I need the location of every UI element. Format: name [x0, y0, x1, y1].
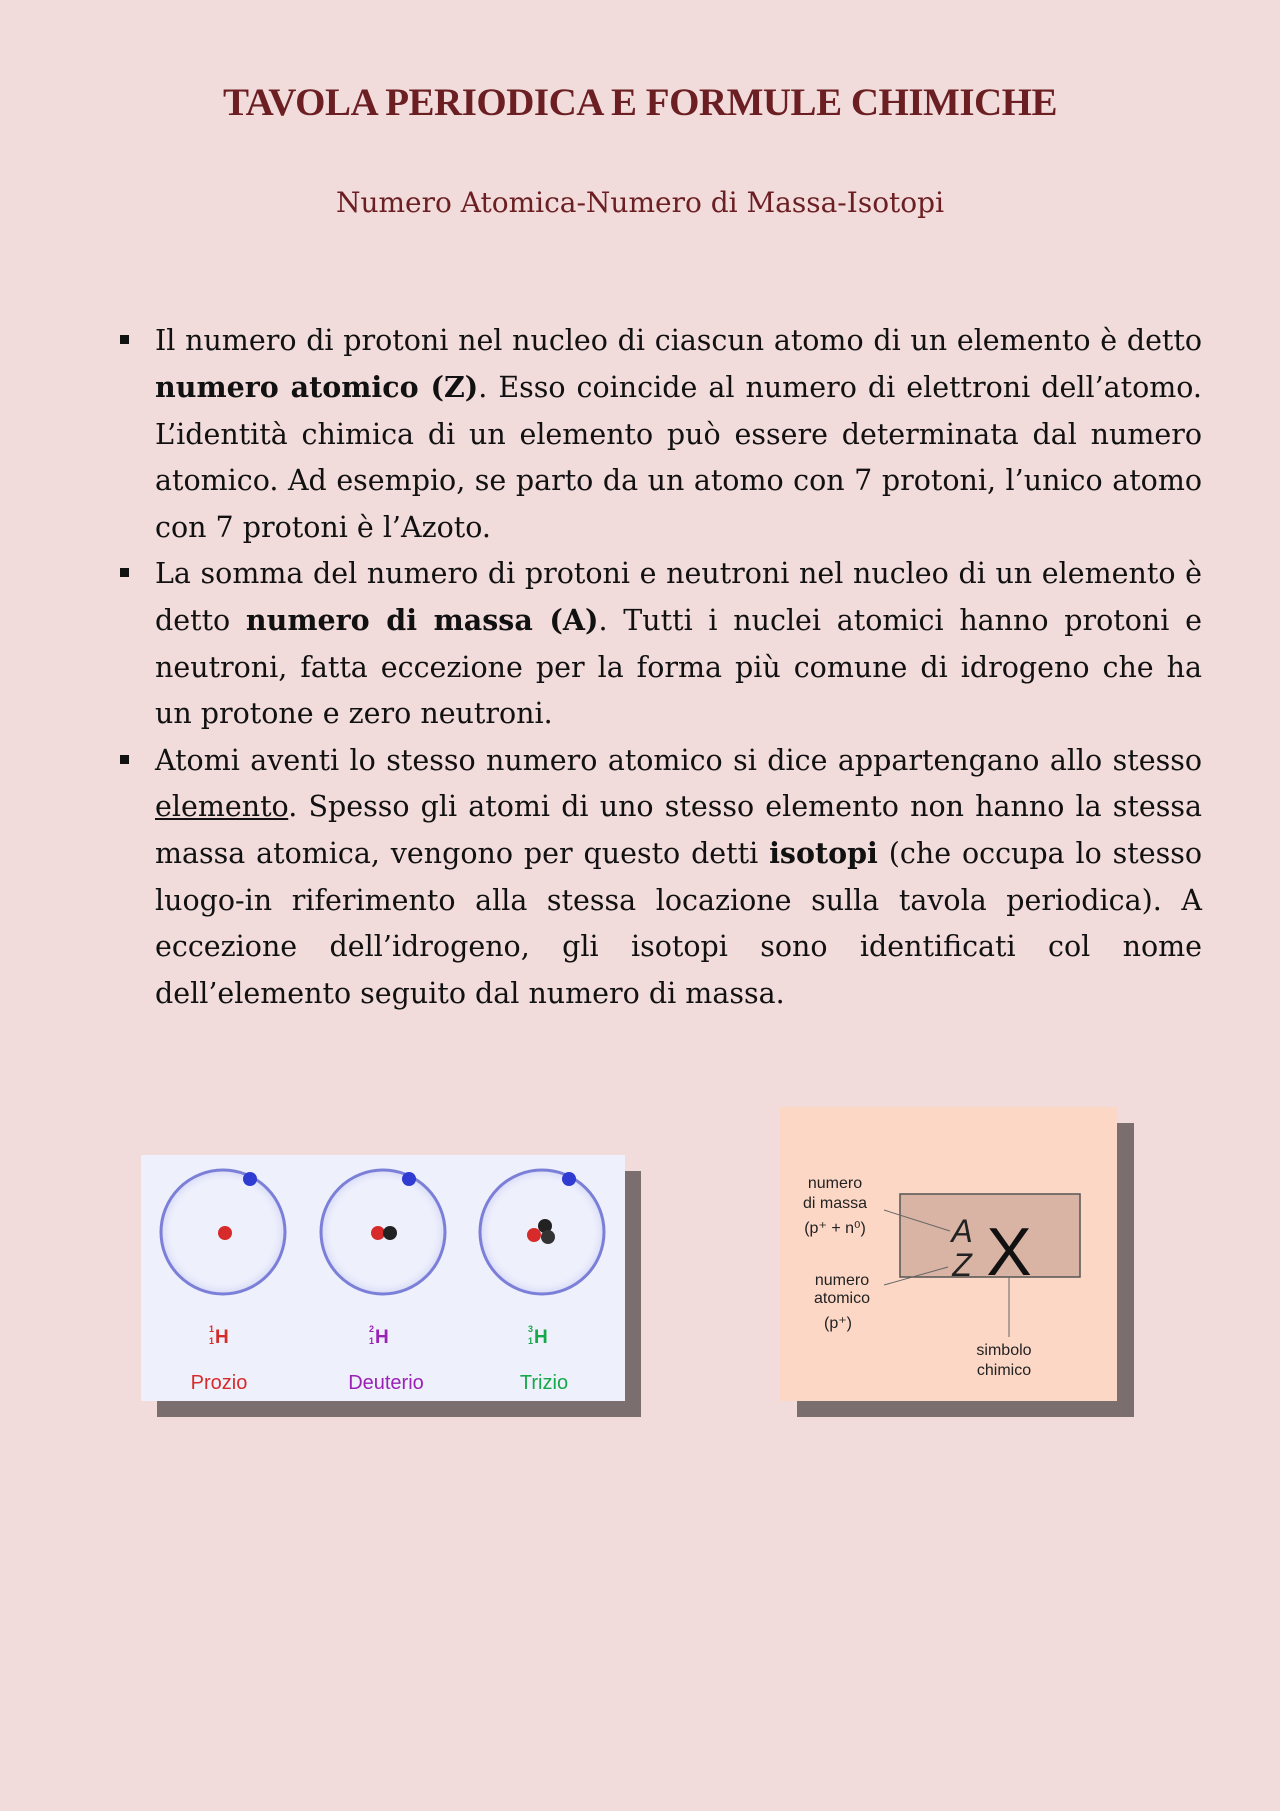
prozio-symbol: [209, 1324, 229, 1348]
mass-label-line2: di massa: [802, 1195, 868, 1212]
deuterio-label: Deuterio: [348, 1372, 424, 1394]
isotopes-figure: [141, 1155, 625, 1401]
svg-text:H: H: [215, 1327, 229, 1348]
atomic-label-line3: (p⁺): [824, 1315, 852, 1332]
bullet-item-atomic-number: Il numero di protoni nel nucleo di ciascun atomo di un elemento è detto numero atomico (Z). Esso coincide al numero di elettroni dell’atomo. L’identità chimica di un elemento può essere determinata dal numero atomico. Ad esempio, se parto da un atomo con 7 protoni, l’unico atomo con 7 protoni è l’Azoto.: [120, 318, 1202, 551]
atomic-label-line1: numero: [814, 1272, 870, 1289]
term-atomic-number: numero atomico (Z): [155, 370, 479, 405]
svg-text:1: 1: [209, 1336, 215, 1346]
term-isotopes: isotopi: [769, 836, 878, 871]
trizio-label: Trizio: [519, 1372, 569, 1394]
bullet-square-icon: [120, 568, 129, 577]
svg-text:2: 2: [369, 1324, 375, 1334]
electron-icon: [402, 1172, 416, 1186]
bullet-item-mass-number: La somma del numero di protoni e neutroni nel nucleo di un elemento è detto numero di massa (A). Tutti i nuclei atomici hanno protoni e neutroni, fatta eccezione per la forma più comune di idrogeno che ha un protone e zero neutroni.: [120, 551, 1202, 738]
element-symbol: X: [986, 1214, 1032, 1290]
proton-icon: [371, 1226, 385, 1240]
svg-text:1: 1: [369, 1336, 375, 1346]
electron-icon: [243, 1172, 257, 1186]
atomic-number-symbol: Z: [952, 1247, 972, 1283]
neutron-icon: [541, 1230, 555, 1244]
page-title: TAVOLA PERIODICA E FORMULE CHIMICHE: [222, 81, 1058, 124]
term-element: elemento: [155, 790, 289, 824]
deuterio-atom: [321, 1170, 445, 1294]
trizio-symbol: [528, 1324, 548, 1348]
svg-text:H: H: [534, 1327, 548, 1348]
prozio-label: Prozio: [190, 1372, 248, 1394]
notation-diagram: [780, 1107, 1117, 1401]
deuterio-symbol: [369, 1324, 389, 1348]
bullet-list: [120, 318, 1202, 1017]
term-mass-number: numero di massa (A): [245, 603, 599, 638]
bullet-square-icon: [120, 335, 129, 344]
isotopes-diagram: [141, 1155, 625, 1401]
page-subtitle: Numero Atomica-Numero di Massa-Isotopi: [335, 186, 945, 219]
mass-number-symbol: A: [951, 1213, 973, 1249]
trizio-atom: [480, 1170, 604, 1294]
atomic-label-line2: atomico: [813, 1290, 871, 1307]
neutron-icon: [383, 1226, 397, 1240]
proton-icon: [218, 1226, 232, 1240]
bullet-square-icon: [120, 755, 129, 764]
symbol-label-line2: chimico: [976, 1362, 1032, 1379]
electron-icon: [562, 1172, 576, 1186]
symbol-label-line1: simbolo: [976, 1342, 1032, 1359]
svg-text:3: 3: [528, 1324, 534, 1334]
svg-text:1: 1: [528, 1336, 534, 1346]
notation-figure: [780, 1107, 1117, 1401]
bullet-item-isotopes: Atomi aventi lo stesso numero atomico si dice appartengano allo stesso elemento. Spesso gli atomi di uno stesso elemento non hanno la stessa massa atomica, vengono per questo detti isotopi (che occupa lo stesso luogo-in riferimento alla stessa locazione sulla tavola periodica). A eccezione dell’idrogeno, gli isotopi sono identificati col nome dell’elemento seguito dal numero di massa.: [120, 738, 1202, 1017]
proton-icon: [527, 1228, 541, 1242]
mass-label-line1: numero: [807, 1175, 863, 1192]
prozio-atom: [161, 1170, 285, 1294]
svg-text:1: 1: [209, 1324, 215, 1334]
svg-text:H: H: [375, 1327, 389, 1348]
mass-label-line3: (p⁺ + n⁰): [804, 1220, 866, 1237]
